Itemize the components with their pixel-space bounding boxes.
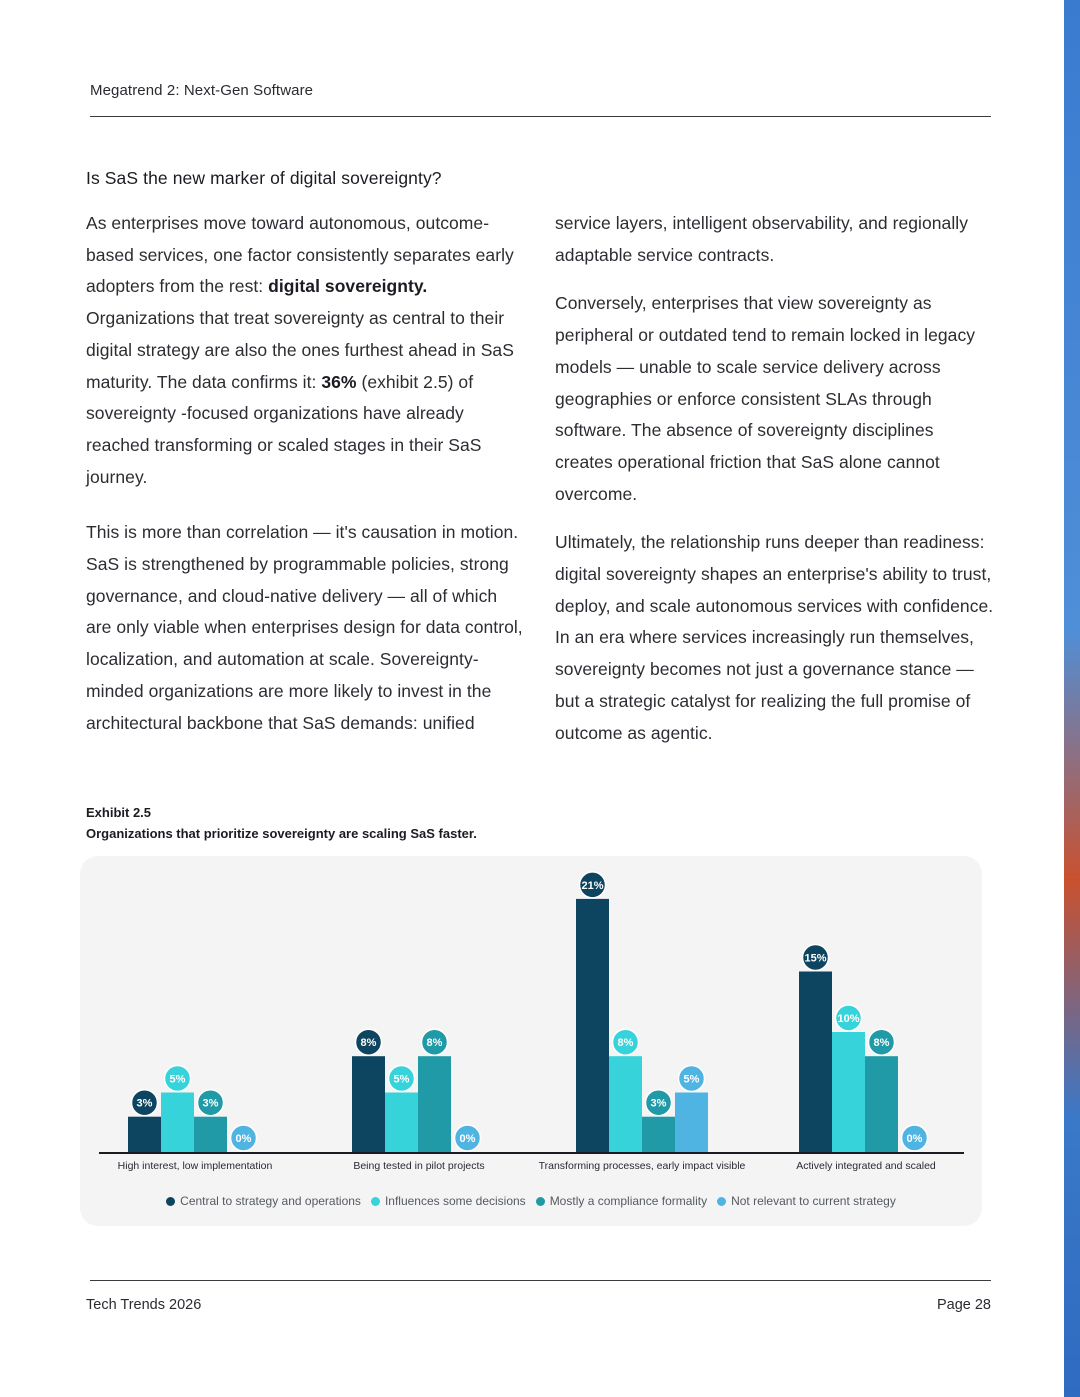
value-label-1-3: 0% — [459, 1133, 476, 1145]
legend-label: Influences some decisions — [384, 1194, 526, 1208]
exhibit-title: Organizations that prioritize sovereignty are scaling SaS faster. — [86, 826, 477, 841]
category-label-0: High interest, low implementation — [117, 1160, 273, 1172]
value-label-1-0: 8% — [360, 1037, 377, 1050]
value-label-1-1: 5% — [393, 1073, 410, 1086]
page-number: Page 28 — [936, 1297, 991, 1313]
legend-dot-icon — [166, 1197, 175, 1206]
legend-item-2 — [536, 1194, 707, 1208]
bar-3-1 — [832, 1032, 865, 1153]
value-label-3-2: 8% — [873, 1037, 890, 1050]
paragraph-text: As enterprises move toward autonomous, outcome-based services, one factor consistently separates early adopters from the rest: — [86, 213, 514, 297]
value-label-0-3: 0% — [235, 1133, 252, 1145]
value-label-3-0: 15% — [804, 952, 827, 965]
bar-2-3 — [675, 1093, 708, 1154]
value-label-2-0: 21% — [581, 879, 604, 892]
category-label-1: Being tested in pilot projects — [353, 1160, 485, 1172]
legend-label: Central to strategy and operations — [180, 1194, 361, 1208]
value-label-2-3: 5% — [683, 1073, 700, 1086]
exhibit-label: Exhibit 2.5 — [86, 805, 152, 820]
decorative-edge-strip — [1064, 0, 1080, 1397]
category-label-3: Actively integrated and scaled — [796, 1160, 936, 1172]
bar-2-2 — [642, 1117, 675, 1153]
bar-1-0 — [352, 1056, 385, 1153]
legend-item-1 — [371, 1194, 526, 1208]
value-label-0-2: 3% — [202, 1097, 219, 1110]
header-divider — [90, 116, 991, 117]
bar-2-1 — [609, 1056, 642, 1153]
paragraph-text: (exhibit 2.5) of sovereignty -focused organizations have already reached transforming or scaled stages in their SaS journey. — [86, 371, 482, 487]
legend-dot-icon — [536, 1197, 545, 1206]
paragraph-text: Organizations that treat sovereignty as central to their digital strategy are also the ones furthest ahead in SaS maturity. The data confirms it: — [86, 308, 514, 392]
chart-legend — [80, 1194, 982, 1208]
running-head: Megatrend 2: Next-Gen Software — [90, 82, 314, 99]
bar-0-2 — [194, 1117, 227, 1153]
bar-3-0 — [799, 972, 832, 1154]
bar-2-0 — [576, 899, 609, 1153]
article-column-left — [86, 208, 526, 756]
paragraph-right-2: Conversely, enterprises that view sovereignty as peripheral or outdated tend to remain locked in legacy models — unable to scale service delivery across geographies or enforce consistent SLAs through software. The absence of sovereignty disciplines creates operational friction that SaS alone cannot overcome. — [555, 293, 976, 504]
legend-dot-icon — [717, 1197, 726, 1206]
footer-divider — [90, 1280, 991, 1281]
legend-dot-icon — [371, 1197, 380, 1206]
bar-chart — [80, 856, 982, 1186]
section-heading: Is SaS the new marker of digital sovereignty? — [86, 168, 442, 188]
bar-1-1 — [385, 1093, 418, 1154]
value-label-2-1: 8% — [617, 1037, 634, 1050]
bar-0-1 — [161, 1093, 194, 1154]
legend-item-3 — [717, 1194, 896, 1208]
legend-item-0 — [166, 1194, 361, 1208]
paragraph-right-1: service layers, intelligent observability, and regionally adaptable service contracts. — [555, 213, 969, 265]
chart-panel — [80, 856, 982, 1226]
category-label-2: Transforming processes, early impact visible — [538, 1160, 746, 1172]
article-column-right — [555, 208, 995, 766]
value-label-2-2: 3% — [650, 1097, 667, 1110]
emphasis-digital-sovereignty: digital sovereignty. — [268, 276, 428, 297]
legend-label: Mostly a compliance formality — [549, 1194, 708, 1208]
value-label-3-3: 0% — [906, 1133, 923, 1145]
bar-1-2 — [418, 1056, 451, 1153]
paragraph-left-1 — [86, 208, 526, 493]
bar-0-0 — [128, 1117, 161, 1153]
bar-3-2 — [865, 1056, 898, 1153]
paragraph-left-2: This is more than correlation — it's causation in motion. SaS is strengthened by programmable policies, strong governance, and cloud-native delivery — all of which are only viable when enterprises design for data control, localization, and automation at scale. Sovereignty-minded organizations are more likely to invest in the architectural backbone that SaS demands: unified — [86, 522, 523, 733]
value-label-0-1: 5% — [169, 1073, 186, 1086]
value-label-3-1: 10% — [837, 1013, 860, 1025]
legend-label: Not relevant to current strategy — [731, 1194, 896, 1208]
value-label-0-0: 3% — [136, 1097, 153, 1110]
value-label-1-2: 8% — [426, 1037, 443, 1050]
publication-name: Tech Trends 2026 — [86, 1297, 202, 1313]
emphasis-statistic: 36% — [321, 371, 357, 392]
paragraph-right-3: Ultimately, the relationship runs deeper than readiness: digital sovereignty shapes an enterprise's ability to trust, deploy, and scale autonomous services with confidence. In an era where services increasingly run themselves, sovereignty becomes not just a governance stance — but a strategic catalyst for realizing the full promise of outcome as agentic. — [555, 532, 994, 743]
